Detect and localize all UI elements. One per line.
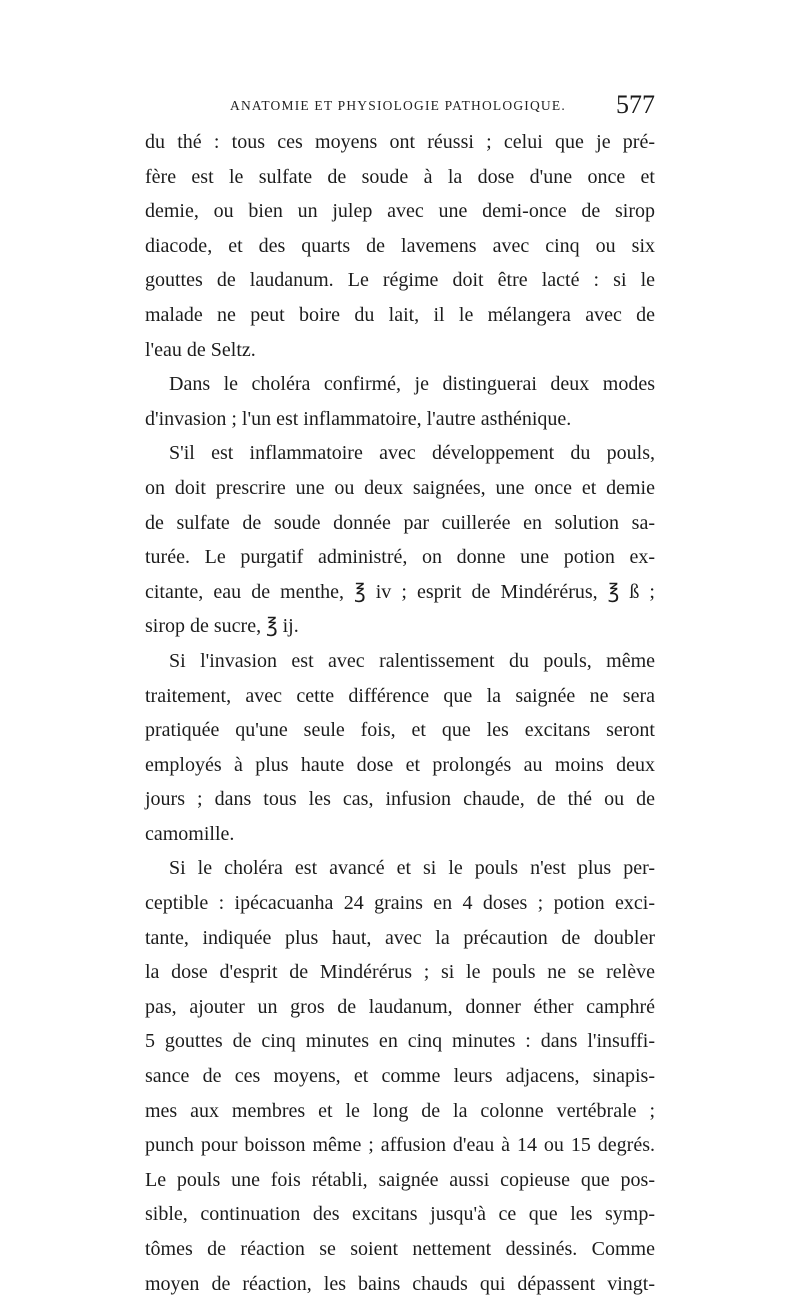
- text-line: sirop de sucre, ℥ ij.: [145, 615, 299, 638]
- text-line: de sulfate de soude donnée par cuillerée en solution sa-: [145, 511, 655, 534]
- text-line: traitement, avec cette différence que la saignée ne sera: [145, 684, 655, 707]
- text-line: Si l'invasion est avec ralentissement du pouls, même: [169, 649, 655, 672]
- text-line: 5 gouttes de cinq minutes en cinq minutes : dans l'insuffi-: [145, 1030, 655, 1053]
- text-line: on doit prescrire une ou deux saignées, une once et demie: [145, 476, 655, 499]
- text-line: S'il est inflammatoire avec développement du pouls,: [169, 442, 655, 465]
- text-line: citante, eau de menthe, ℥ iv ; esprit de Mindérérus, ℥ ß ;: [145, 580, 655, 603]
- text-line: malade ne peut boire du lait, il le mélangera avec de: [145, 303, 655, 326]
- text-line: Dans le choléra confirmé, je distinguerai deux modes: [169, 373, 655, 396]
- page-number: 577: [616, 90, 655, 119]
- body-text: [145, 125, 655, 1301]
- text-line: pas, ajouter un gros de laudanum, donner éther camphré: [145, 995, 655, 1018]
- text-line: employés à plus haute dose et prolongés au moins deux: [145, 753, 655, 776]
- text-line: l'eau de Seltz.: [145, 338, 256, 361]
- text-line: la dose d'esprit de Mindérérus ; si le pouls ne se relève: [145, 961, 655, 984]
- text-line: sance de ces moyens, et comme leurs adjacens, sinapis-: [145, 1065, 655, 1088]
- text-line: ceptible : ipécacuanha 24 grains en 4 doses ; potion exci-: [145, 892, 655, 915]
- text-line: camomille.: [145, 822, 235, 845]
- text-line: tante, indiquée plus haut, avec la précaution de doubler: [145, 926, 655, 949]
- text-line: turée. Le purgatif administré, on donne une potion ex-: [145, 546, 655, 569]
- text-line: moyen de réaction, les bains chauds qui dépassent vingt-: [145, 1272, 655, 1295]
- text-line: tômes de réaction se soient nettement dessinés. Comme: [145, 1238, 655, 1260]
- text-line: punch pour boisson même ; affusion d'eau à 14 ou 15 degrés.: [145, 1134, 655, 1157]
- text-line: diacode, et des quarts de lavemens avec cinq ou six: [145, 234, 655, 257]
- text-line: Si le choléra est avancé et si le pouls n'est plus per-: [169, 857, 655, 880]
- text-line: gouttes de laudanum. Le régime doit être lacté : si le: [145, 269, 655, 292]
- text-line: d'invasion ; l'un est inflammatoire, l'autre asthénique.: [145, 407, 572, 430]
- running-head: [145, 92, 655, 122]
- running-title: ANATOMIE ET PHYSIOLOGIE PATHOLOGIQUE.: [230, 98, 566, 113]
- text-line: demie, ou bien un julep avec une demi-once de sirop: [145, 200, 655, 223]
- text-line: Le pouls une fois rétabli, saignée aussi copieuse que pos-: [145, 1168, 655, 1191]
- text-line: jours ; dans tous les cas, infusion chaude, de thé ou de: [145, 788, 655, 811]
- text-line: mes aux membres et le long de la colonne vertébrale ;: [145, 1099, 655, 1122]
- text-line: fère est le sulfate de soude à la dose d'une once et: [145, 165, 655, 188]
- text-line: du thé : tous ces moyens ont réussi ; celui que je pré-: [145, 131, 655, 153]
- text-line: pratiquée qu'une seule fois, et que les excitans seront: [145, 719, 655, 742]
- text-line: sible, continuation des excitans jusqu'à ce que les symp-: [145, 1203, 655, 1226]
